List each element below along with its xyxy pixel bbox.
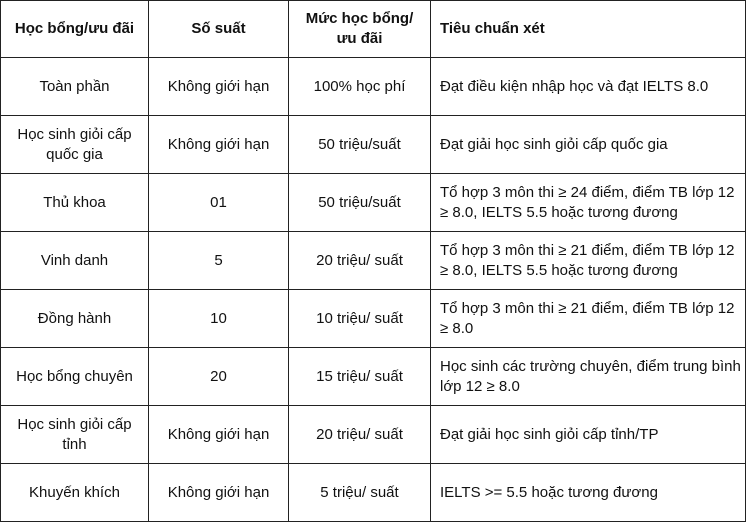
table-row [1, 232, 746, 290]
cell-criteria: Học sinh các trường chuyên, điểm trung bình lớp 12 ≥ 8.0 [431, 348, 746, 406]
table-row [1, 174, 746, 232]
cell-amount: 50 triệu/suất [289, 174, 431, 232]
table-row [1, 348, 746, 406]
cell-quota: 10 [149, 290, 289, 348]
cell-amount: 5 triệu/ suất [289, 464, 431, 522]
cell-quota: Không giới hạn [149, 464, 289, 522]
header-amount: Mức học bổng/ưu đãi [289, 1, 431, 58]
cell-amount: 20 triệu/ suất [289, 232, 431, 290]
table-row [1, 464, 746, 522]
cell-quota: Không giới hạn [149, 406, 289, 464]
table-row [1, 406, 746, 464]
cell-scholarship: Học bổng chuyên [1, 348, 149, 406]
cell-scholarship: Thủ khoa [1, 174, 149, 232]
cell-amount: 50 triệu/suất [289, 116, 431, 174]
cell-scholarship: Học sinh giỏi cấp tỉnh [1, 406, 149, 464]
cell-scholarship: Khuyến khích [1, 464, 149, 522]
table-row [1, 58, 746, 116]
table-row [1, 290, 746, 348]
cell-quota: Không giới hạn [149, 116, 289, 174]
cell-amount: 100% học phí [289, 58, 431, 116]
header-criteria: Tiêu chuẩn xét [431, 1, 746, 58]
cell-criteria: IELTS >= 5.5 hoặc tương đương [431, 464, 746, 522]
cell-scholarship: Vinh danh [1, 232, 149, 290]
cell-quota: 01 [149, 174, 289, 232]
cell-scholarship: Học sinh giỏi cấp quốc gia [1, 116, 149, 174]
cell-quota: Không giới hạn [149, 58, 289, 116]
table-row [1, 116, 746, 174]
header-scholarship: Học bổng/ưu đãi [1, 1, 149, 58]
cell-criteria: Đạt điều kiện nhập học và đạt IELTS 8.0 [431, 58, 746, 116]
cell-quota: 5 [149, 232, 289, 290]
cell-amount: 20 triệu/ suất [289, 406, 431, 464]
cell-criteria: Tổ hợp 3 môn thi ≥ 21 điểm, điểm TB lớp 12 ≥ 8.0, IELTS 5.5 hoặc tương đương [431, 232, 746, 290]
cell-scholarship: Đồng hành [1, 290, 149, 348]
cell-criteria: Đạt giải học sinh giỏi cấp tỉnh/TP [431, 406, 746, 464]
cell-quota: 20 [149, 348, 289, 406]
cell-amount: 10 triệu/ suất [289, 290, 431, 348]
table-header-row [1, 1, 746, 58]
header-quota: Số suất [149, 1, 289, 58]
cell-scholarship: Toàn phần [1, 58, 149, 116]
cell-criteria: Tổ hợp 3 môn thi ≥ 21 điểm, điểm TB lớp 12 ≥ 8.0 [431, 290, 746, 348]
cell-criteria: Tổ hợp 3 môn thi ≥ 24 điểm, điểm TB lớp 12 ≥ 8.0, IELTS 5.5 hoặc tương đương [431, 174, 746, 232]
cell-amount: 15 triệu/ suất [289, 348, 431, 406]
cell-criteria: Đạt giải học sinh giỏi cấp quốc gia [431, 116, 746, 174]
